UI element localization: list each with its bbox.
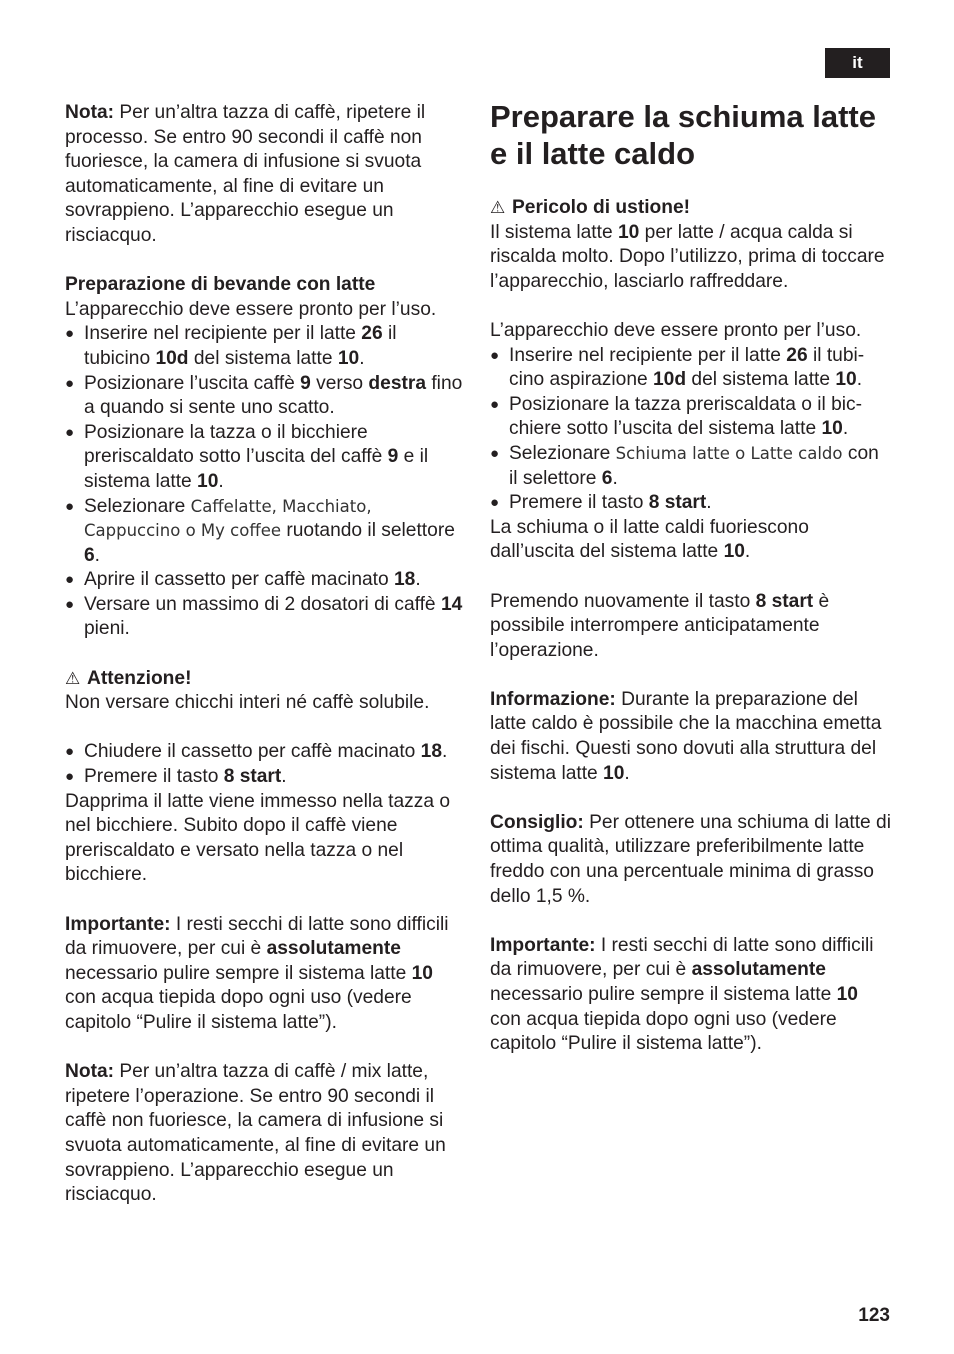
danger-text: Il sistema latte 10 per latte / acqua calda si riscalda molto. Dopo l’utilizzo, prima di toccare l’apparecchio, lasciarlo raffreddare. bbox=[490, 221, 885, 292]
ready-text: L’apparecchio deve essere pronto per l’uso. bbox=[65, 298, 437, 320]
list-item: ● Inserire nel recipiente per il latte 26 il tubicino 10d del sistema latte 10. bbox=[65, 323, 397, 369]
final-steps bbox=[65, 740, 467, 789]
note-label: Nota: bbox=[65, 102, 115, 123]
bullet-icon: ● bbox=[65, 595, 75, 613]
bullet-icon: ● bbox=[65, 423, 75, 441]
result-text: La schiuma o il latte caldi fuoriescono dall’uscita del sistema latte 10. bbox=[490, 516, 809, 563]
warning-icon: ⚠ bbox=[65, 668, 81, 688]
bullet-icon: ● bbox=[490, 395, 500, 413]
list-item: ● Premere il tasto 8 start. bbox=[65, 765, 467, 790]
bullet-icon: ● bbox=[490, 346, 500, 364]
list-item: ● Aprire il cassetto per caffè macinato 18. bbox=[65, 568, 467, 593]
bullet-icon: ● bbox=[490, 444, 500, 462]
list-item: ● Posizionare la tazza preriscaldata o il bicchiere sotto l’uscita del sistema latte 10. bbox=[490, 393, 863, 440]
list-item: ● Chiudere il cassetto per caffè macinato 18. bbox=[65, 740, 467, 765]
milk-drinks-heading: Preparazione di bevande con latte bbox=[65, 274, 376, 296]
list-item: ● Premere il tasto 8 start. bbox=[490, 491, 892, 516]
info-paragraph: Informazione: Durante la preparazione del latte caldo è possibile che la macchina emetta dei fischi. Questi sono dovuti alla struttura del sistema latte 10. bbox=[490, 688, 882, 784]
bullet-icon: ● bbox=[65, 571, 75, 589]
important-paragraph: Importante: I resti secchi di latte sono difficili da rimuovere, per cui è assolutamente necessario pulire sempre il sistema latte 10 con acqua tiepida dopo ogni uso (vedere capitolo “Pulire il sistema latte”). bbox=[490, 934, 874, 1055]
list-item: ● Posizionare l’uscita caffè 9 verso destra fino a quando si sente uno scatto. bbox=[65, 372, 463, 419]
right-column bbox=[490, 101, 892, 1057]
warning-text: Non versare chicchi interi né caffè solubile. bbox=[65, 692, 430, 714]
list-item: ● Selezionare Schiuma latte o Latte caldo con il selettore 6. bbox=[490, 442, 879, 489]
page-number: 123 bbox=[858, 1305, 890, 1326]
section-title: Preparare la schiuma latte e il latte caldo bbox=[490, 99, 876, 171]
left-column bbox=[65, 101, 467, 1208]
important-paragraph: Importante: I resti secchi di latte sono difficili da rimuovere, per cui è assolutamente necessario pulire sempre il sistema latte 10 con acqua tiepida dopo ogni uso (vedere capitolo “Pulire il sistema latte”). bbox=[65, 913, 449, 1033]
milk-froth-steps bbox=[490, 344, 892, 516]
bullet-icon: ● bbox=[490, 494, 500, 512]
warning-heading: ⚠ Attenzione! bbox=[65, 667, 467, 692]
milk-drinks-steps bbox=[65, 322, 467, 642]
stop-text: Premendo nuovamente il tasto 8 start è possibile interrompere anticipatamente l’operazione. bbox=[490, 590, 830, 661]
warning-icon: ⚠ bbox=[490, 198, 506, 217]
note-paragraph bbox=[65, 101, 467, 249]
list-item: ● Selezionare Caffelatte, Macchiato, Cappuccino o My coffee ruotando il selettore 6. bbox=[65, 495, 455, 566]
list-item: ● Versare un massimo di 2 dosatori di caffè 14 pieni. bbox=[65, 593, 463, 640]
result-text: Dapprima il latte viene immesso nella tazza o nel bicchiere. Subito dopo il caffè viene preriscaldato e versato nella tazza o nel bicchiere. bbox=[65, 790, 450, 886]
list-item: ● Inserire nel recipiente per il latte 26 il tubicino aspirazione 10d del sistema latte 10. bbox=[490, 344, 865, 391]
note-paragraph: Nota: Per un’altra tazza di caffè / mix latte, ripetere l’operazione. Se entro 90 secondi il caffè non fuoriesce, la camera di infusione si svuota automaticamente, al fine di evitare un sovrappieno. L’apparecchio esegue un risciacquo. bbox=[65, 1061, 446, 1206]
tip-paragraph: Consiglio: Per ottenere una schiuma di latte di ottima qualità, utilizzare preferibilmente latte freddo con una percentuale minima di grasso dello 1,5 %. bbox=[490, 811, 891, 907]
bullet-icon: ● bbox=[65, 374, 75, 392]
bullet-icon: ● bbox=[65, 743, 75, 761]
ready-text: L’apparecchio deve essere pronto per l’uso. bbox=[490, 319, 862, 341]
danger-heading: ⚠ Pericolo di ustione! bbox=[490, 196, 892, 221]
note-text: Per un’altra tazza di caffè, ripetere il processo. Se entro 90 secondi il caffè non fuoriesce, la camera di infusione si svuota automaticamente, al fine di evitare un sovrappieno. L’apparecchio esegue un risciacquo. bbox=[65, 102, 426, 246]
bullet-icon: ● bbox=[65, 325, 75, 343]
bullet-icon: ● bbox=[65, 768, 75, 786]
bullet-icon: ● bbox=[65, 497, 75, 515]
list-item: ● Posizionare la tazza o il bicchiere preriscaldato sotto l’uscita del caffè 9 e il sistema latte 10. bbox=[65, 421, 429, 492]
language-badge: it bbox=[825, 48, 890, 78]
